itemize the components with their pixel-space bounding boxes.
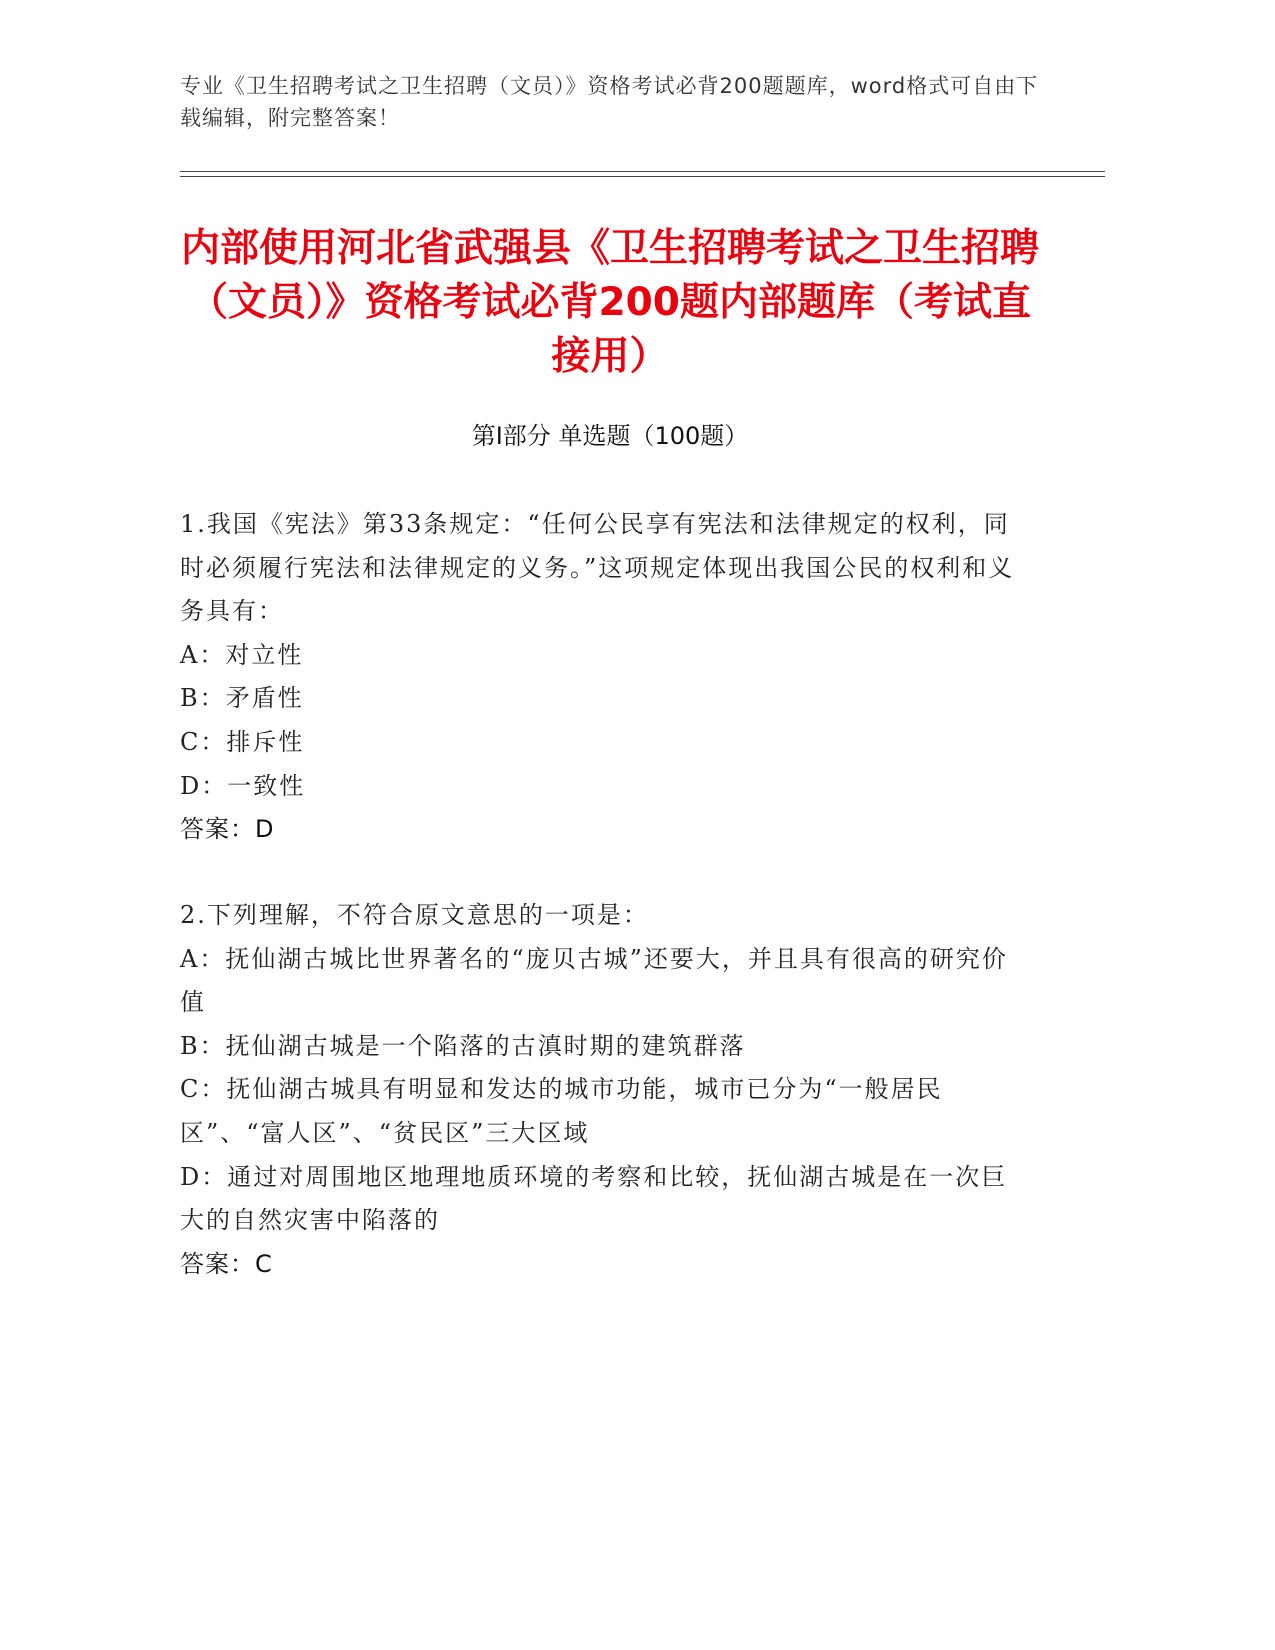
- option-b: B：抚仙湖古城是一个陷落的古滇时期的建筑群落: [180, 1031, 746, 1060]
- document-title: 内部使用河北省武强县《卫生招聘考试之卫生招聘（文员）》资格考试必背200题内部题库（考试直接用）: [180, 226, 1039, 379]
- question-1: [180, 503, 1030, 852]
- answer: 答案：D: [180, 815, 275, 844]
- option-a: A：抚仙湖古城比世界著名的“庞贝古城”还要大，并且具有很高的研究价值: [180, 944, 1008, 1017]
- question-stem: 1.我国《宪法》第33条规定：“任何公民享有宪法和法律规定的权利，同时必须履行宪法和法律规定的义务。”这项规定体现出我国公民的权利和义务具有：: [180, 510, 1015, 626]
- option-d: D：一致性: [180, 771, 306, 800]
- header-note: 专业《卫生招聘考试之卫生招聘（文员）》资格考试必背200题题库，word格式可自由下载编辑，附完整答案！: [180, 74, 1039, 130]
- answer: 答案：C: [180, 1249, 273, 1278]
- option-a: A：对立性: [180, 640, 304, 669]
- section-heading: 第Ⅰ部分 单选题（100题）: [471, 422, 749, 450]
- question-stem: 2.下列理解，不符合原文意思的一项是：: [180, 901, 649, 929]
- option-c: C：排斥性: [180, 727, 305, 756]
- option-c: C：抚仙湖古城具有明显和发达的城市功能，城市已分为“一般居民区”、“富人区”、“贫民区”三大区域: [180, 1075, 943, 1147]
- header-divider-bottom: [180, 176, 1105, 177]
- question-2: [180, 894, 1030, 1286]
- header-divider-top: [180, 171, 1105, 172]
- option-d: D：通过对周围地区地理地质环境的考察和比较，抚仙湖古城是在一次巨大的自然灾害中陷落的: [180, 1162, 1008, 1235]
- option-b: B：矛盾性: [180, 684, 304, 713]
